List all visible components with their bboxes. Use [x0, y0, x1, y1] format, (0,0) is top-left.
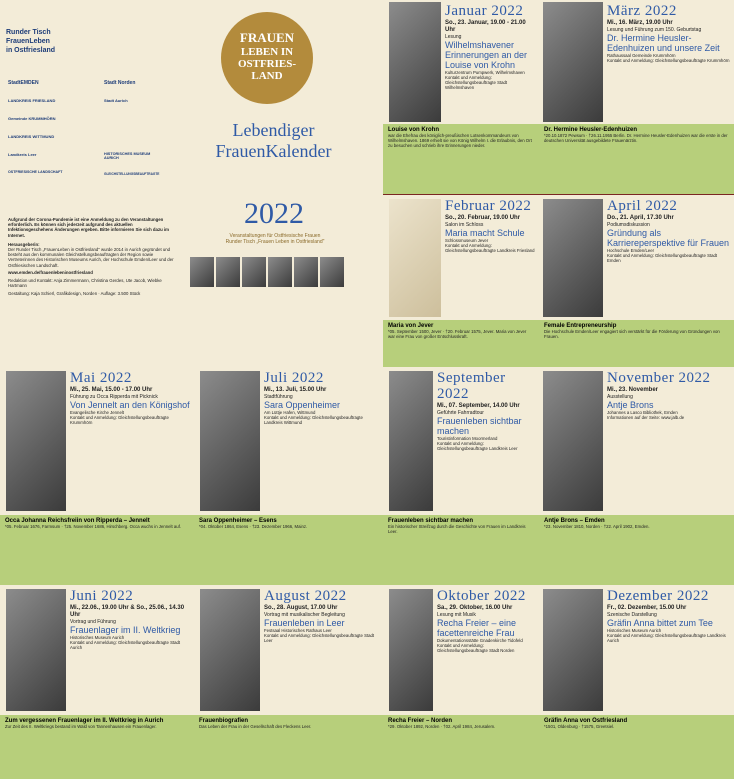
mar-contact: Kontakt und Anmeldung: Gleichstellungsbeauftragte Krummhörn	[607, 57, 730, 63]
partner-emden-logo: StadtEMDEN	[8, 80, 39, 86]
nov-photo	[543, 371, 603, 511]
oct-date: Sa., 29. Oktober, 16.00 Uhr	[437, 604, 513, 611]
dec-date: Fr., 02. Dezember, 15.00 Uhr	[607, 604, 687, 611]
jul-caption	[194, 515, 383, 585]
apr-place: Hochschule Emden/Leer	[607, 247, 655, 253]
partner-logos-panel	[0, 0, 94, 195]
may-cap-title: Occa Johanna Reichsfreiin von Ripperda – Jennelt	[5, 518, 150, 524]
may-place: Evangelische Kirche Jennelt	[70, 409, 124, 415]
nov-cap: *23. November 1810, Norden · †22. April 1902, Emden.	[544, 524, 650, 529]
intro-panel	[0, 195, 383, 367]
sub-2: Runder Tisch „Frauen Leben in Ostfriesland"	[225, 239, 325, 245]
may-kind: Führung zu Occa Ripperda mit Picknick	[70, 393, 158, 400]
dec-cap: *1501, Oldenburg · †1575, Greetsiel.	[544, 724, 615, 729]
org-line-2: FrauenLeben	[6, 38, 50, 45]
aug-date: So., 28. August, 17.00 Uhr	[264, 604, 338, 611]
oct-cap: *29. Oktober 1892, Norden · †02. April 1984, Jerusalem.	[388, 724, 496, 729]
jul-title: Sara Oppenheimer	[264, 399, 341, 410]
jun-heading: Juni 2022	[70, 588, 134, 604]
dec-place: Historisches Museum Aurich	[607, 627, 662, 633]
aug-caption	[194, 715, 383, 779]
apr-cap: Die Hochschule Emden/Leer engagiert sich verstärkt für die Förderung von Gründungen von Frauen.	[544, 329, 720, 340]
jan-cap-title: Louise von Krohn	[388, 127, 439, 133]
sep-caption	[383, 515, 539, 585]
apr-title: Gründung als Karriereperspektive für Frauen	[607, 227, 730, 248]
org-line-1: Runder Tisch	[6, 29, 51, 36]
may-photo	[6, 371, 66, 511]
nov-title: Antje Brons	[607, 399, 654, 410]
portrait-photo	[294, 257, 318, 287]
main-logo	[221, 12, 313, 104]
sep-cap: Ein historischer Streifzug durch die Geschichte von Frauen im Landkreis Leer.	[388, 524, 526, 535]
mar-photo	[543, 2, 603, 122]
jan-title: Wilhelmshavener Erinnerungen an der Louise von Krohn	[445, 39, 528, 70]
sep-title: Frauenleben sichtbar machen	[437, 415, 522, 436]
apr-heading: April 2022	[607, 198, 678, 214]
may-contact: Kontakt und Anmeldung: Gleichstellungsbeauftragte Krummhörn	[70, 414, 169, 426]
year-heading: 2022	[244, 197, 304, 230]
nov-cap-title: Antje Brons – Emden	[544, 518, 605, 524]
mar-title: Dr. Hermine Heusler-Edenhuizen und unsere Zeit	[607, 32, 720, 53]
nov-caption	[539, 515, 734, 585]
partner-logos-right-panel	[94, 0, 164, 195]
feb-contact: Kontakt und Anmeldung: Gleichstellungsbeauftragte Landkreis Friesland	[445, 242, 535, 254]
sep-heading: September 2022	[437, 370, 506, 402]
dec-title: Gräfin Anna bittet zum Tee	[607, 617, 713, 628]
partner-leer-logo: Landkreis Leer	[8, 152, 37, 157]
partner-landschaft-logo: OSTFRIESISCHE LANDSCHAFT	[8, 170, 63, 174]
dec-photo	[543, 589, 603, 711]
month-jul	[194, 367, 383, 515]
oct-place: Dokumentationsstätte Gnadenkirche Tidofeld	[437, 637, 523, 643]
partner-aurich-logo: Stadt Aurich	[104, 98, 128, 103]
oct-caption	[383, 715, 539, 779]
partner-krummhoern-logo: Gemeinde KRUMMHÖRN	[8, 116, 56, 121]
intro-site[interactable]: www.emden.de/frauenlebeninostfriesland	[8, 269, 93, 275]
feb-cap-title: Maria von Jever	[388, 323, 434, 329]
may-date: Mi., 25. Mai, 15.00 - 17.00 Uhr	[70, 386, 153, 393]
nov-place: Johannes a Lasco Bibliothek, Emden	[607, 409, 678, 415]
sep-place: Touristinformation Moormerland	[437, 435, 498, 441]
title-line-1: Lebendiger	[232, 120, 315, 140]
may-cap: *05. Februar 1676, Farmsum · †25. November 1686, Hirschberg. Occa wuchs in Jennelt auf.	[5, 524, 182, 529]
jan-contact: Kontakt und Anmeldung: Gleichstellungsbeauftragte Stadt Wilhelmshaven	[445, 74, 508, 91]
jun-photo	[6, 589, 66, 711]
aug-cap-title: Frauenbiografien	[199, 718, 249, 724]
jan-date: So., 23. Januar, 19.00 - 21.00 Uhr	[445, 19, 526, 33]
jul-place: Am Lüttje Hafen, Wittmund	[264, 409, 316, 415]
sub-1: Veranstaltungen für Ostfriesische Frauen	[229, 233, 321, 239]
mar-date: Mi., 16. März, 19.00 Uhr	[607, 19, 673, 26]
calendar-title	[164, 120, 383, 162]
partner-friesland-logo: LANDKREIS FRIESLAND	[8, 98, 56, 103]
feb-title: Maria macht Schule	[445, 227, 525, 238]
apr-caption	[539, 320, 734, 367]
sep-kind: Geführte Fahrradtour	[437, 409, 484, 416]
portrait-row	[190, 257, 370, 301]
may-heading: Mai 2022	[70, 370, 132, 386]
portrait-photo	[320, 257, 344, 287]
jul-cap: *04. Oktober 1864, Esens · †23. Dezember 1966, Mainz.	[199, 524, 308, 529]
portrait-photo	[242, 257, 266, 287]
nov-date: Mi., 23. November	[607, 386, 659, 393]
jul-photo	[200, 371, 260, 511]
jun-place: Historisches Museum Aurich	[70, 634, 125, 640]
mar-kind: Lesung und Führung zum 150. Geburtstag	[607, 26, 702, 33]
feb-date: So., 20. Februar, 19.00 Uhr	[445, 214, 521, 221]
month-may	[0, 367, 194, 515]
feb-place: Schlossmuseum Jever	[445, 237, 489, 243]
month-jun	[0, 585, 194, 715]
month-jan	[383, 0, 539, 124]
dec-cap-title: Gräfin Anna von Ostfriesland	[544, 718, 628, 724]
month-sep	[383, 367, 539, 515]
apr-date: Do., 21. April, 17.30 Uhr	[607, 214, 674, 221]
partner-norden-logo: Stadt Norden	[104, 80, 136, 86]
feb-kind: Salon im Schloss	[445, 221, 484, 228]
jan-kind: Lesung	[445, 33, 462, 40]
jul-date: Mi., 13. Juli, 15.00 Uhr	[264, 386, 327, 393]
aug-title: Frauenleben in Leer	[264, 617, 345, 628]
apr-cap-title: Female Entrepreneurship	[544, 323, 617, 329]
jun-cap-title: Zum vergessenen Frauenlager im II. Weltkrieg in Aurich	[5, 718, 164, 724]
aug-cap: Das Leben der Frau in der Gesellschaft des Fleckens Leer.	[199, 724, 312, 729]
sep-date: Mi., 07. September, 14.00 Uhr	[437, 402, 520, 409]
jul-contact: Kontakt und Anmeldung: Gleichstellungsbeauftragte Landkreis Wittmund	[264, 414, 363, 426]
sep-contact: Kontakt und Anmeldung: Gleichstellungsbeauftragte Landkreis Leer	[437, 440, 518, 451]
oct-kind: Lesung mit Musik	[437, 611, 476, 618]
org-line-3: in Ostfriesland	[6, 47, 56, 54]
jun-cap: Zur Zeit des II. Weltkriegs bestand im Wald von Tannenhausen ein Frauenlager.	[5, 724, 157, 729]
apr-kind: Podiumsdiskussion	[607, 221, 650, 228]
jun-date: Mi., 22.06., 19.00 Uhr & So., 25.06., 14.30 Uhr	[70, 604, 185, 618]
intro-body: Der Runder Tisch „FrauenLeben in Ostfriesland" wurde 2014 in Aurich gegründet und besteht aus den kommunalen Gleichstellungsbeauftragten der Region sowie Vertreterinnen des Historischen Museums Aurich, der Hochschule Emden/Leer und der Ostfriesischen Landschaft.	[8, 247, 174, 268]
aug-contact: Kontakt und Anmeldung: Gleichstellungsbeauftragte Stadt Leer	[264, 632, 375, 644]
partner-wittmund-logo: LANDKREIS WITTMUND	[8, 134, 55, 139]
month-oct	[383, 585, 539, 715]
jan-photo	[389, 2, 441, 122]
intro-text	[8, 217, 178, 297]
feb-caption	[383, 320, 539, 367]
mar-heading: März 2022	[607, 3, 677, 19]
portrait-photo	[216, 257, 240, 287]
title-line-2: FrauenKalender	[215, 141, 332, 161]
jun-contact: Kontakt und Anmeldung: Gleichstellungsbeauftragte Stadt Aurich	[70, 639, 181, 651]
apr-photo	[543, 199, 603, 317]
month-nov	[539, 367, 734, 515]
logo-line-2: LEBEN IN	[240, 46, 294, 58]
aug-heading: August 2022	[264, 588, 347, 604]
partner-gleichstellung-logo: GLEICHSTELLUNGSBEAUFTRAGTE	[104, 172, 160, 176]
jun-kind: Vortrag und Führung	[70, 618, 116, 625]
mar-place: Rathaussaal Gemeinde Krummhörn	[607, 52, 676, 58]
portrait-photo	[190, 257, 214, 287]
logo-line-1: FRAUEN	[239, 30, 295, 45]
oct-photo	[389, 589, 433, 711]
mar-cap: *20.10.1872 Pewsum · †26.11.1955 Berlin. Dr. Hermine Heusler-Edenhuizen war die erste in der deutschen Universität ausgebildete Frauenärztin.	[544, 133, 728, 144]
jul-kind: Stadtführung	[264, 393, 293, 400]
aug-kind: Vortrag mit musikalischer Begleitung	[264, 611, 345, 618]
month-feb	[383, 195, 539, 320]
oct-contact: Kontakt und Anmeldung: Gleichstellungsbeauftragte Stadt Norden	[437, 642, 515, 654]
apr-contact: Kontakt und Anmeldung: Gleichstellungsbeauftragte Stadt Emden	[607, 252, 718, 264]
feb-heading: Februar 2022	[445, 198, 532, 214]
sep-cap-title: Frauenleben sichtbar machen	[388, 518, 474, 524]
jul-cap-title: Sara Oppenheimer – Esens	[199, 518, 277, 524]
mar-caption	[539, 124, 734, 194]
month-dec	[539, 585, 734, 715]
jul-heading: Juli 2022	[264, 370, 324, 386]
oct-cap-title: Recha Freier – Norden	[388, 718, 453, 724]
dec-heading: Dezember 2022	[607, 588, 709, 604]
intro-heading: Herausgeberin:	[8, 241, 40, 247]
dec-kind: Szenische Darstellung	[607, 611, 657, 618]
aug-place: Festsaal Historisches Rathaus Leer	[264, 627, 332, 633]
mar-cap-title: Dr. Hermine Heusler-Edenhuizen	[544, 127, 638, 133]
logo-line-4: LAND	[251, 70, 283, 82]
oct-title: Recha Freier – eine facettenreiche Frau	[437, 617, 517, 638]
jan-place: Kulturzentrum Pumpwerk, Wilhelmshaven	[445, 69, 525, 75]
feb-cap: *05. September 1500, Jever · †20. Februar 1575, Jever. Maria von Jever war eine Frau von großer Entschlusskraft.	[388, 329, 527, 340]
may-title: Von Jennelt an den Königshof	[70, 399, 190, 410]
feb-photo	[389, 199, 441, 317]
month-mar	[539, 0, 734, 124]
jan-caption	[383, 124, 539, 194]
partner-museum-logo: HISTORISCHES MUSEUM AURICH	[104, 152, 151, 160]
jan-cap: war die Ehefrau des königlich-preußischen Lotsenkommandeurs von Wilhelmshaven. 1869 erhielt sie von König Wilhelm I. die Erlaubnis, den Ort zu besuchen und schrieb ihre Erinnerungen nieder.	[388, 133, 532, 149]
sep-photo	[389, 371, 433, 511]
portrait-photo	[268, 257, 292, 287]
intro-redaktion: Redaktion und Kontakt: Anja Zimmermann, Christina Gerdes, Ute Jacob, Wiebke Hartmann	[8, 278, 162, 289]
aug-photo	[200, 589, 260, 711]
nov-heading: November 2022	[607, 370, 711, 386]
nov-kind: Ausstellung	[607, 393, 633, 400]
title-panel	[164, 0, 383, 195]
dec-caption	[539, 715, 734, 779]
jan-heading: Januar 2022	[445, 3, 524, 19]
year-sub	[190, 233, 360, 245]
month-apr	[539, 195, 734, 320]
dec-contact: Kontakt und Anmeldung: Gleichstellungsbeauftragte Landkreis Aurich	[607, 632, 726, 644]
jun-caption	[0, 715, 194, 779]
logo-line-3: OSTFRIES-	[237, 58, 297, 70]
nov-contact: Informationen auf der Seite: www.jalb.de	[607, 414, 685, 420]
org-name	[6, 28, 55, 55]
may-caption	[0, 515, 194, 585]
intro-footer: Gestaltung: Kaja Schierl, Grafikdesign, Norden · Auflage: 3.500 Stück	[8, 291, 141, 297]
oct-heading: Oktober 2022	[437, 588, 526, 604]
intro-paragraph: Aufgrund der Corona-Pandemie ist eine Anmeldung zu den Veranstaltungen erforderlich. Es können sich jederzeit aufgrund des aktuellen Infektionsgeschehens Änderungen ergeben. Bitte informieren Sie sich dazu im Internet.	[8, 217, 169, 238]
jun-title: Frauenlager im II. Weltkrieg	[70, 624, 181, 635]
month-aug	[194, 585, 383, 715]
